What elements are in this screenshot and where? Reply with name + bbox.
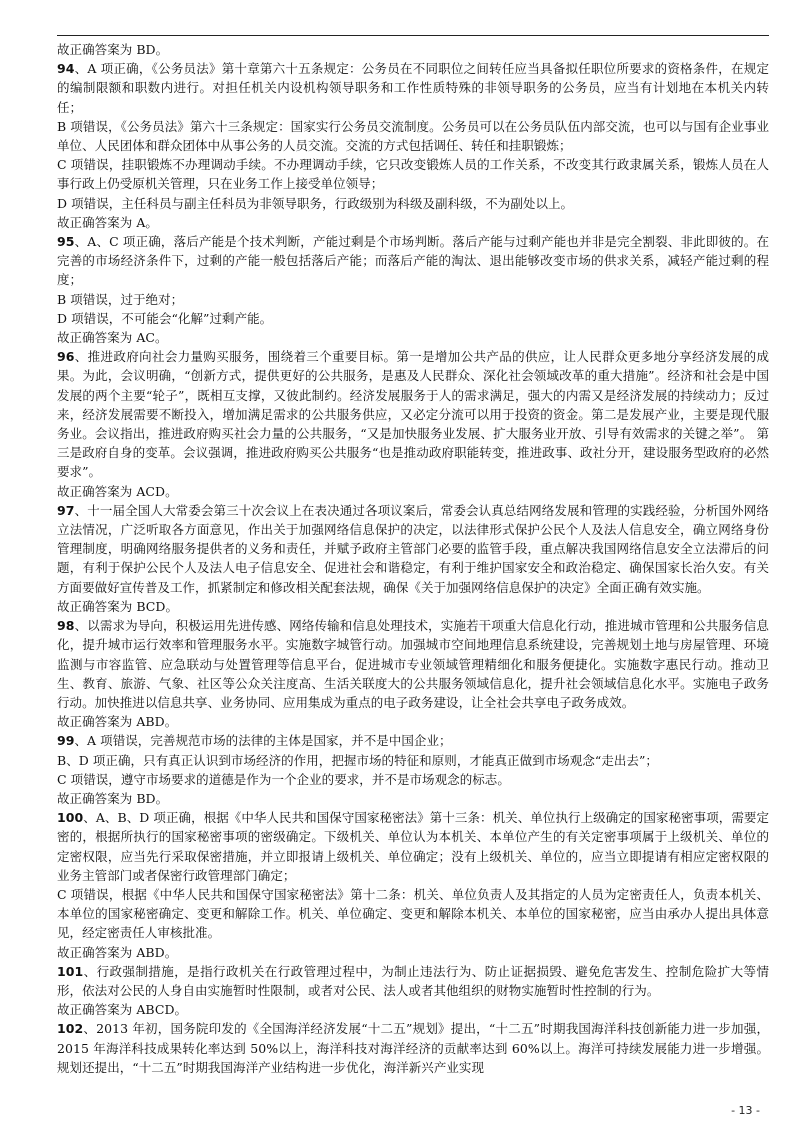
question-paragraph [57,616,769,712]
option-paragraph [57,885,769,943]
header-rule [57,35,769,36]
paragraph-text: B 项错误，过于绝对； [57,291,184,307]
paragraph-text: 、A、B、D 项正确，根据《中华人民共和国保守国家秘密法》第十三条：机关、单位执行上级确定的国家秘密事项，需要定密的，根据所执行的国家秘密事项的密级确定。下级机关、单位认为本机关、本单位产生的有关定密事项属于上级机关、单位的定密权限，应当先行采取保密措施，并立即报请上级机关、单位确定；没有上级机关、单位的，应当立即提请有相应定密权限的业务主管部门或者保密行政管理部门确定； [57,810,769,883]
paragraph-text: C 项错误，根据《中华人民共和国保守国家秘密法》第十二条：机关、单位负责人及其指定的人员为定密责任人，负责本机关、本单位的国家秘密确定、变更和解除工作。机关、单位确定、变更和解除本机关、本单位的国家秘密，应当由承办人提出具体意见，经定密责任人审核批准。 [57,886,769,941]
question-number: 101 [57,963,84,979]
option-paragraph [57,117,769,155]
question-paragraph [57,59,769,117]
answer-line: 故正确答案为 BCD。 [57,598,179,614]
paragraph-text: 、推进政府向社会力量购买服务，围绕着三个重要目标。第一是增加公共产品的供应，让人民群众更多地分享经济发展的成果。为此，会议明确，“创新方式，提供更好的公共服务，是惠及人民群众、深化社会领域改革的重大措施”。经济和社会是中国发展的两个主要“轮子”，既相互支撑，又彼此制约。经济发展服务于人的需求满足，强大的内需又是经济发展的持续动力；反过来，经济发展需要不断投入，增加满足需求的公共服务供应，又必定分流可以用于投资的资金。第二是发展产业，主要是现代服务业。会议指出，推进政府购买社会力量的公共服务，“又是加快服务业发展、扩大服务业开放、引导有效需求的关键之举”。 第三是政府自身的变革。会议强调，推进政府购买公共服务“也是推动政府职能转变，推进政事、政社分开，建设服务型政府的必然要求”。 [57,349,769,480]
question-number: 95 [57,234,75,250]
paragraph-text: B、D 项正确，只有真正认识到市场经济的作用，把握市场的特征和原则，才能真正做到市场观念“走出去”； [57,752,658,768]
question-paragraph [57,808,769,885]
option-paragraph [57,194,769,213]
question-number: 94 [57,61,75,77]
paragraph-text: C 项错误，挂职锻炼不办理调动手续。不办理调动手续，它只改变锻炼人员的工作关系，不改变其行政隶属关系，锻炼人员在人事行政上仍受原机关管理，只在业务工作上接受单位领导； [57,157,769,192]
answer-line: 故正确答案为 AC。 [57,330,168,346]
answer-line: 故正确答案为 BD。 [57,790,169,806]
question-number: 99 [57,733,75,749]
question-paragraph [57,731,769,750]
option-paragraph [57,751,769,770]
question-number: 100 [57,810,84,826]
question-number: 98 [57,618,75,634]
question-paragraph [57,1019,769,1077]
document-body [57,40,769,1077]
answer-line: 故正确答案为 BD。 [57,42,169,57]
question-number: 102 [57,1021,84,1037]
paragraph-text: D 项错误，不可能会“化解”过剩产能。 [57,310,273,326]
paragraph-text: 、A 项正确，《公务员法》第十章第六十五条规定：公务员在不同职位之间转任应当具备拟任职位所要求的资格条件，在规定的编制限额和职数内进行。对担任机关内设机构领导职务和工作性质特殊的非领导职务的公务员，应当有计划地在本机关内转任； [57,61,769,115]
answer-line: 故正确答案为 A。 [57,214,158,230]
paragraph-text: 、A、C 项正确，落后产能是个技术判断，产能过剩是个市场判断。落后产能与过剩产能也并非是完全割裂、非此即彼的。在完善的市场经济条件下，过剩的产能一般包括落后产能；而落后产能的淘汰、退出能够改变市场的供求关系，减轻产能过剩的程度； [57,234,769,288]
question-number: 96 [57,349,75,365]
option-paragraph [57,770,769,789]
option-paragraph [57,309,769,328]
paragraph-text: D 项错误，主任科员与副主任科员为非领导职务，行政级别为科级及副科级，不为副处以上。 [57,195,574,211]
paragraph-text: B 项错误，《公务员法》第六十三条规定：国家实行公务员交流制度。公务员可以在公务员队伍内部交流，也可以与国有企业事业单位、人民团体和群众团体中从事公务的人员交流。交流的方式包括调任、转任和挂职锻炼； [57,118,769,154]
paragraph-text: 、A 项错误，完善规范市场的法律的主体是国家，并不是中国企业； [74,733,452,749]
answer-line: 故正确答案为 ACD。 [57,483,178,499]
question-paragraph [57,962,769,1000]
answer-line: 故正确答案为 ABD。 [57,714,178,730]
option-paragraph [57,290,769,309]
paragraph-text: 、以需求为导向，积极运用先进传感、网络传输和信息处理技术，实施若干项重大信息化行动，推进城市管理和公共服务信息化，提升城市运行效率和管理服务水平。实施数字城管行动。加强城市空间地理信息系统建设，完善规划土地与房屋管理、环境监测与市容监管、应急联动与处置管理等信息平台，促进城市专业领域管理精细化和服务便捷化。实施数字惠民行动。推动卫生、教育、旅游、气象、社区等公众关注度高、生活关联度大的公共服务领域信息化，提升社会领域信息化水平。实施电子政务行动。加快推进以信息共享、业务协同、应用集成为重点的电子政务建设，让全社会共享电子政务成效。 [57,618,769,710]
paragraph-text: 、行政强制措施，是指行政机关在行政管理过程中，为制止违法行为、防止证据损毁、避免危害发生、控制危险扩大等情形，依法对公民的人身自由实施暂时性限制，或者对公民、法人或者其他组织的财物实施暂时性控制的行为。 [57,963,769,998]
answer-line: 故正确答案为 ABCD。 [57,1002,188,1018]
question-paragraph [57,232,769,290]
question-number: 97 [57,502,75,518]
paragraph-text: C 项错误，遵守市场要求的道德是作为一个企业的要求，并不是市场观念的标志。 [57,771,510,787]
paragraph-text: 、2013 年初，国务院印发的《全国海洋经济发展“十二五”规划》提出，“十二五”时期我国海洋科技创新能力进一步加强，2015 年海洋科技成果转化率达到 50%以上，海洋科技对海洋经济的贡献率达到 60%以上。海洋可持续发展能力进一步增强。规划还提出，“十二五”时期我国海洋产业结构进一步优化，海洋新兴产业实现 [57,1021,769,1075]
question-paragraph [57,347,769,481]
paragraph-text: 、十一届全国人大常委会第三十次会议上在表决通过各项议案后，常委会认真总结网络发展和管理的实践经验，分析国外网络立法情况，广泛听取各方面意见，作出关于加强网络信息保护的决定，以法律形式保护公民个人及法人信息安全，确立网络身份管理制度，明确网络服务提供者的义务和责任，并赋予政府主管部门必要的监管手段，重点解决我国网络信息安全立法滞后的问题，有利于保护公民个人及法人电子信息安全、促进社会和谐稳定，有利于维护国家安全和政治稳定、确保国家长治久安。有关方面要做好宣传普及工作，抓紧制定和修改相关配套法规，确保《关于加强网络信息保护的决定》全面正确有效实施。 [57,502,769,595]
option-paragraph [57,155,769,193]
question-paragraph [57,501,769,597]
page-number: - 13 - [731,1104,760,1117]
answer-line: 故正确答案为 ABD。 [57,944,178,960]
